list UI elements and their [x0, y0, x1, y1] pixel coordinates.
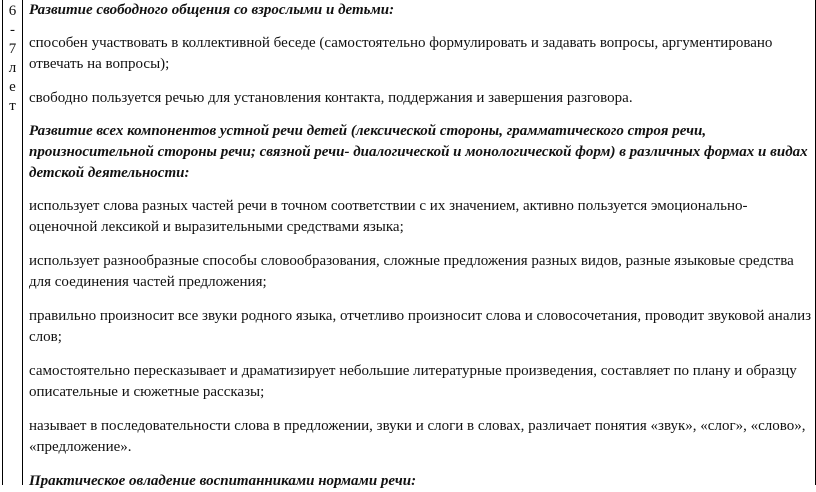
list-item: использует разнообразные способы словообразования, сложные предложения разных видов, разные языковые средства для соединения частей предложения; [29, 253, 794, 290]
list-item: использует слова разных частей речи в точном соответствии с их значением, активно пользуется эмоционально-оценочной лексикой и выразительными средствами языка; [29, 198, 748, 235]
age-char: л [8, 60, 17, 76]
list-item: правильно произносит все звуки родного языка, отчетливо произносит слова и словосочетания, проводит звуковой анализ слов; [29, 308, 812, 345]
age-char: 6 [8, 3, 17, 19]
age-char: 7 [8, 41, 17, 57]
age-char: т [9, 98, 16, 114]
list-item: способен участвовать в коллективной беседе (самостоятельно формулировать и задавать вопросы, аргументировано отвечать на вопросы); [29, 35, 773, 72]
content-cell [29, 0, 812, 492]
list-item: называет в последовательности слова в предложении, звуки и слоги в словах, различает понятия «звук», «слог», «слово», «предложение». [29, 418, 806, 455]
list-item: свободно пользуется речью для установления контакта, поддержания и завершения разговора. [29, 90, 633, 106]
age-char: е [9, 79, 16, 95]
age-char: - [10, 22, 15, 38]
column-divider [22, 0, 23, 485]
section-heading-speech-norms: Практическое овладение воспитанниками нормами речи: [29, 473, 417, 489]
section-heading-communication: Развитие свободного общения со взрослыми и детьми: [29, 2, 395, 18]
section-heading-speech-components: Развитие всех компонентов устной речи детей (лексической стороны, грамматического строя речи, произносительной стороны речи; связной речи- диалогической и монологической форм) в различных формах и видах детской деятельности: [29, 123, 808, 181]
age-cell [3, 2, 22, 116]
list-item: самостоятельно пересказывает и драматизирует небольшие литературные произведения, составляет по плану и образцу описательные и сюжетные рассказы; [29, 363, 797, 400]
